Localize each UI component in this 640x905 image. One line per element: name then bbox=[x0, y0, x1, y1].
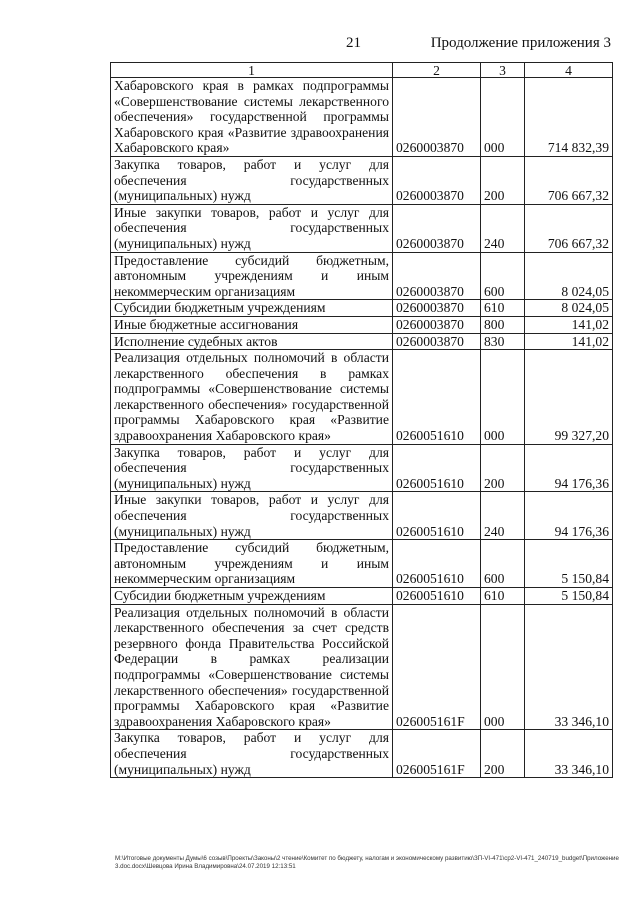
table-row bbox=[111, 588, 613, 605]
row-code-cell: 0260051610 bbox=[393, 540, 481, 588]
row-name-cell: Иные закупки товаров, работ и услуг для обеспечения государственных (муниципальных) нужд bbox=[111, 492, 393, 540]
row-expense-type-cell: 200 bbox=[481, 444, 525, 492]
row-code-cell: 0260003870 bbox=[393, 78, 481, 157]
row-amount-cell: 706 667,32 bbox=[525, 156, 613, 204]
row-expense-type-cell: 830 bbox=[481, 333, 525, 350]
row-amount-cell: 8 024,05 bbox=[525, 300, 613, 317]
table-row bbox=[111, 350, 613, 445]
table-row bbox=[111, 300, 613, 317]
column-header-3: 3 bbox=[481, 63, 525, 78]
row-name-cell: Предоставление субсидий бюджетным, автономным учреждениям и иным некоммерческим организациям bbox=[111, 540, 393, 588]
row-code-cell: 0260003870 bbox=[393, 300, 481, 317]
row-name-cell: Реализация отдельных полномочий в области лекарственного обеспечения за счет средств резервного фонда Правительства Российской Федерации в рамках реализации подпрограммы «Совершенствование системы лекарственного обеспечения» государственной программы Хабаровского края «Развитие здравоохранения Хабаровского края» bbox=[111, 604, 393, 730]
row-code-cell: 026005161F bbox=[393, 604, 481, 730]
table-row bbox=[111, 78, 613, 157]
budget-table-body bbox=[111, 63, 613, 778]
table-row bbox=[111, 540, 613, 588]
row-amount-cell: 33 346,10 bbox=[525, 604, 613, 730]
row-amount-cell: 99 327,20 bbox=[525, 350, 613, 445]
row-code-cell: 026005161F bbox=[393, 730, 481, 778]
row-name-cell: Иные закупки товаров, работ и услуг для обеспечения государственных (муниципальных) нужд bbox=[111, 204, 393, 252]
budget-table bbox=[110, 62, 613, 778]
row-expense-type-cell: 200 bbox=[481, 156, 525, 204]
table-row bbox=[111, 156, 613, 204]
row-amount-cell: 8 024,05 bbox=[525, 252, 613, 300]
row-expense-type-cell: 610 bbox=[481, 588, 525, 605]
row-name-cell: Иные бюджетные ассигнования bbox=[111, 316, 393, 333]
table-row bbox=[111, 492, 613, 540]
table-row bbox=[111, 204, 613, 252]
row-amount-cell: 706 667,32 bbox=[525, 204, 613, 252]
row-amount-cell: 5 150,84 bbox=[525, 540, 613, 588]
table-row bbox=[111, 252, 613, 300]
row-code-cell: 0260051610 bbox=[393, 350, 481, 445]
row-amount-cell: 714 832,39 bbox=[525, 78, 613, 157]
table-row bbox=[111, 333, 613, 350]
page-number: 21 bbox=[346, 35, 361, 51]
row-name-cell: Реализация отдельных полномочий в области лекарственного обеспечения в рамках подпрограммы «Совершенствование системы лекарственного обеспечения» государственной программы Хабаровского края «Развитие здравоохранения Хабаровского края» bbox=[111, 350, 393, 445]
row-amount-cell: 141,02 bbox=[525, 333, 613, 350]
row-name-cell: Субсидии бюджетным учреждениям bbox=[111, 588, 393, 605]
continuation-label: Продолжение приложения 3 bbox=[430, 35, 611, 51]
column-header-1: 1 bbox=[111, 63, 393, 78]
row-code-cell: 0260051610 bbox=[393, 492, 481, 540]
row-code-cell: 0260003870 bbox=[393, 156, 481, 204]
row-code-cell: 0260003870 bbox=[393, 252, 481, 300]
column-header-4: 4 bbox=[525, 63, 613, 78]
row-expense-type-cell: 000 bbox=[481, 604, 525, 730]
row-code-cell: 0260051610 bbox=[393, 588, 481, 605]
table-row bbox=[111, 730, 613, 778]
table-row bbox=[111, 604, 613, 730]
row-name-cell: Закупка товаров, работ и услуг для обеспечения государственных (муниципальных) нужд bbox=[111, 444, 393, 492]
row-amount-cell: 94 176,36 bbox=[525, 492, 613, 540]
row-amount-cell: 33 346,10 bbox=[525, 730, 613, 778]
row-name-cell: Исполнение судебных актов bbox=[111, 333, 393, 350]
row-name-cell: Предоставление субсидий бюджетным, автономным учреждениям и иным некоммерческим организациям bbox=[111, 252, 393, 300]
row-expense-type-cell: 600 bbox=[481, 252, 525, 300]
row-code-cell: 0260051610 bbox=[393, 444, 481, 492]
row-name-cell: Закупка товаров, работ и услуг для обеспечения государственных (муниципальных) нужд bbox=[111, 730, 393, 778]
row-name-cell: Хабаровского края в рамках подпрограммы «Совершенствование системы лекарственного обеспечения» государственной программы Хабаровского края «Развитие здравоохранения Хабаровского края» bbox=[111, 78, 393, 157]
row-code-cell: 0260003870 bbox=[393, 204, 481, 252]
row-amount-cell: 94 176,36 bbox=[525, 444, 613, 492]
row-expense-type-cell: 800 bbox=[481, 316, 525, 333]
row-name-cell: Субсидии бюджетным учреждениям bbox=[111, 300, 393, 317]
row-code-cell: 0260003870 bbox=[393, 316, 481, 333]
table-row bbox=[111, 444, 613, 492]
row-expense-type-cell: 240 bbox=[481, 204, 525, 252]
row-expense-type-cell: 600 bbox=[481, 540, 525, 588]
row-amount-cell: 5 150,84 bbox=[525, 588, 613, 605]
document-path-footer: М:\Итоговые документы Думы\6 созыв\Проекты\Законы\2 чтение\Комитет по бюджету, налогам и экономическому развитию\ЗП-VI-471\ср2-VI-471_240719_budget\Приложение 3.doc.docx\Шевцова Ирина Владимировна\24.07.2019 12:13:51 bbox=[115, 855, 619, 870]
row-expense-type-cell: 240 bbox=[481, 492, 525, 540]
table-row bbox=[111, 316, 613, 333]
row-amount-cell: 141,02 bbox=[525, 316, 613, 333]
row-expense-type-cell: 000 bbox=[481, 350, 525, 445]
row-expense-type-cell: 000 bbox=[481, 78, 525, 157]
row-name-cell: Закупка товаров, работ и услуг для обеспечения государственных (муниципальных) нужд bbox=[111, 156, 393, 204]
row-code-cell: 0260003870 bbox=[393, 333, 481, 350]
row-expense-type-cell: 200 bbox=[481, 730, 525, 778]
row-expense-type-cell: 610 bbox=[481, 300, 525, 317]
table-header-row bbox=[111, 63, 613, 78]
column-header-2: 2 bbox=[393, 63, 481, 78]
